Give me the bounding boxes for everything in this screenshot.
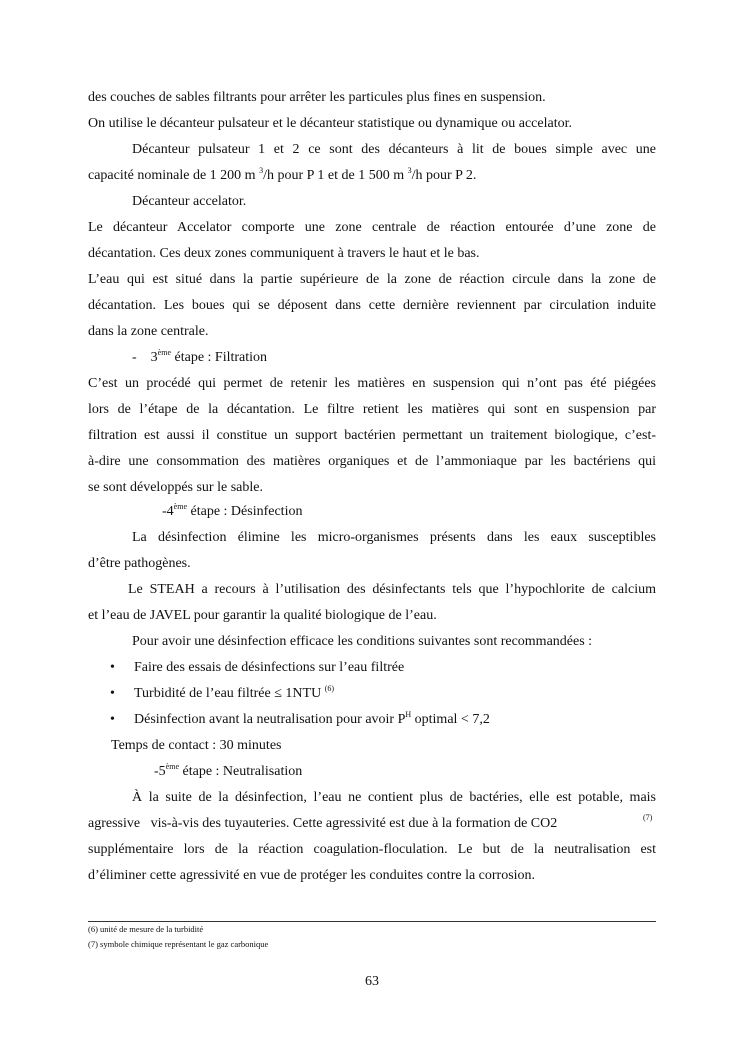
bullet-icon: • [110,712,115,727]
footnote-7: (7) symbole chimique représentant le gaz carbonique [88,939,269,949]
text-line-co2: agressive vis-à-vis des tuyauteries. Cette agressivité est due à la formation de CO2 (7) [88,813,653,831]
page-number: 63 [365,974,379,989]
text-line: à-dire une consommation des matières organiques et de l’ammoniaque par les bactériens qui [88,454,656,469]
text-line: décantation. Ces deux zones communiquent à travers le haut et le bas. [88,246,480,261]
text-line: La désinfection élimine les micro-organismes présents dans les eaux susceptibles [132,530,656,545]
text-line: lors de l’étape de la décantation. Le filtre retient les matières qui sont en suspension par [88,402,656,417]
paragraph-decanteur-pulsateur: Décanteur pulsateur 1 et 2 ce sont des décanteurs à lit de boues simple avec une [132,142,656,157]
text-line: dans la zone centrale. [88,324,209,339]
text-line: d’éliminer cette agressivité en vue de protéger les conduites contre la corrosion. [88,868,536,883]
text-line: d’être pathogènes. [88,556,191,571]
text-line: L’eau qui est situé dans la partie supérieure de la zone de réaction circule dans la zone de [88,272,656,287]
heading-etape-desinfection: -4ème étape : Désinfection [162,502,303,519]
text-line: se sont développés sur le sable. [88,480,263,495]
bullet-icon: • [110,686,115,701]
text-line: filtration est aussi il constitue un support bactérien permettant un traitement biologique, c’est- [88,428,656,443]
text-line: et l’eau de JAVEL pour garantir la qualité biologique de l’eau. [88,608,437,623]
bullet-icon: • [110,660,115,675]
footnote-divider [88,921,656,922]
text-line: À la suite de la désinfection, l’eau ne contient plus de bactéries, elle est potable, mais [132,790,656,805]
list-item: Faire des essais de désinfections sur l’eau filtrée [134,660,405,675]
text-line: C’est un procédé qui permet de retenir les matières en suspension qui n’ont pas été piégées [88,376,656,391]
text-line: Le décanteur Accelator comporte une zone centrale de réaction entourée d’une zone de [88,220,656,235]
text-line: Temps de contact : 30 minutes [111,738,282,753]
footnote-6: (6) unité de mesure de la turbidité [88,924,204,934]
subheading-decanteur-accelator: Décanteur accelator. [132,194,247,209]
list-item: Turbidité de l’eau filtrée ≤ 1NTU $^{(6)}$ [134,684,335,701]
text-line: supplémentaire lors de la réaction coagulation-floculation. Le but de la neutralisation est [88,842,656,857]
text-line: des couches de sables filtrants pour arrêter les particules plus fines en suspension. [88,90,546,105]
text-line: Pour avoir une désinfection efficace les conditions suivantes sont recommandées : [132,634,593,649]
text-line: On utilise le décanteur pulsateur et le décanteur statistique ou dynamique ou accelator. [88,116,572,131]
text-line-capacity: capacité nominale de 1 200 m $^3$/h pour P 1 et de 1 500 m $^3$/h pour P 2. [88,166,477,183]
text-line: Le STEAH a recours à l’utilisation des désinfectants tels que l’hypochlorite de calcium [128,582,656,597]
heading-etape-neutralisation: -5ème étape : Neutralisation [154,762,303,779]
heading-etape-filtration: - 3ème étape : Filtration [132,348,268,365]
list-item: Désinfection avant la neutralisation pour avoir $P^H$ optimal < 7,2 [134,710,490,727]
text-line: décantation. Les boues qui se déposent dans cette dernière reviennent par circulation induite [88,298,656,313]
